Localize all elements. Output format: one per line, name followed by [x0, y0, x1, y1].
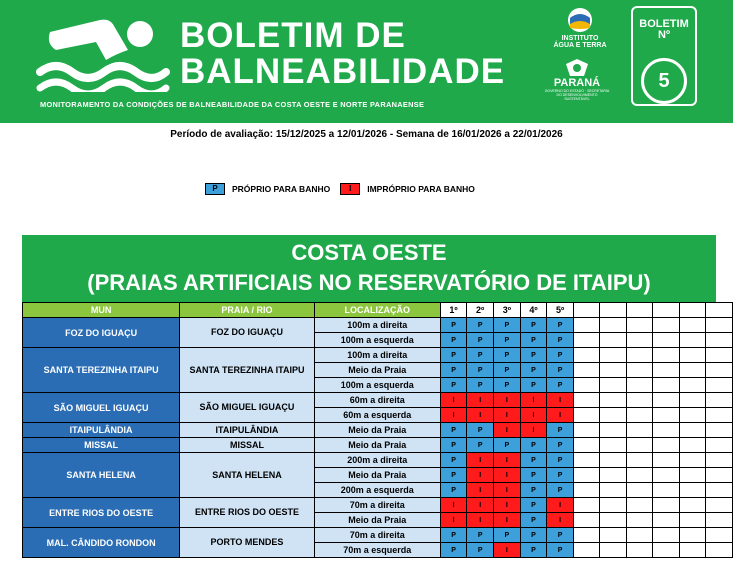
status-proprio-cell: P [440, 528, 467, 543]
status-empty-cell [706, 393, 733, 408]
section-title: COSTA OESTE [291, 240, 447, 265]
status-empty-cell [626, 393, 652, 408]
status-empty-cell [706, 408, 733, 423]
legend-proprio-swatch: P [205, 183, 225, 195]
status-empty-cell [653, 348, 679, 363]
beach-cell: SANTA TEREZINHA ITAIPU [180, 348, 315, 393]
status-proprio-cell: P [494, 333, 521, 348]
status-empty-cell [679, 333, 705, 348]
status-empty-cell [573, 363, 599, 378]
location-cell: Meio da Praia [314, 468, 440, 483]
status-empty-cell [626, 423, 652, 438]
location-cell: 70m a esquerda [314, 543, 440, 558]
status-proprio-cell: P [467, 318, 494, 333]
status-empty-cell [679, 528, 705, 543]
status-empty-cell [600, 438, 626, 453]
org-name-line-1: INSTITUTO [561, 35, 599, 42]
status-proprio-cell: P [467, 528, 494, 543]
status-empty-cell [679, 468, 705, 483]
title-line-1: BOLETIM DE [180, 16, 406, 55]
status-proprio-cell: P [520, 498, 547, 513]
status-proprio-cell: P [520, 528, 547, 543]
legend-proprio-label: PRÓPRIO PARA BANHO [232, 184, 331, 194]
status-proprio-cell: P [520, 363, 547, 378]
status-empty-cell [600, 333, 626, 348]
status-proprio-cell: P [440, 318, 467, 333]
status-empty-cell [653, 318, 679, 333]
status-proprio-cell: P [494, 528, 521, 543]
status-proprio-cell: P [520, 348, 547, 363]
status-proprio-cell: P [520, 513, 547, 528]
table-header-row [23, 303, 733, 318]
status-empty-cell [706, 483, 733, 498]
status-empty-cell [653, 513, 679, 528]
status-empty-cell [573, 453, 599, 468]
status-improprio-cell: I [494, 543, 521, 558]
location-cell: 200m a esquerda [314, 483, 440, 498]
balneability-table [22, 302, 733, 558]
status-empty-cell [706, 498, 733, 513]
swimmer-logo-icon [36, 14, 170, 92]
status-empty-cell [573, 498, 599, 513]
legend [205, 183, 475, 195]
status-empty-cell [600, 513, 626, 528]
status-improprio-cell: I [547, 513, 574, 528]
status-proprio-cell: P [520, 333, 547, 348]
municipality-cell: SANTA HELENA [23, 453, 180, 498]
status-empty-cell [600, 408, 626, 423]
status-improprio-cell: I [494, 453, 521, 468]
header-day-2: 2º [467, 303, 494, 318]
status-improprio-cell: I [547, 498, 574, 513]
status-proprio-cell: P [440, 423, 467, 438]
status-empty-cell [706, 363, 733, 378]
status-proprio-cell: P [440, 438, 467, 453]
status-proprio-cell: P [494, 363, 521, 378]
status-empty-cell [679, 498, 705, 513]
municipality-cell: FOZ DO IGUAÇU [23, 318, 180, 348]
status-proprio-cell: P [467, 333, 494, 348]
status-proprio-cell: P [440, 348, 467, 363]
status-empty-cell [679, 543, 705, 558]
status-empty-cell [679, 318, 705, 333]
status-empty-cell [679, 378, 705, 393]
status-empty-cell [706, 333, 733, 348]
status-proprio-cell: P [440, 333, 467, 348]
status-proprio-cell: P [494, 438, 521, 453]
status-proprio-cell: P [467, 543, 494, 558]
status-improprio-cell: I [547, 393, 574, 408]
state-name: PARANÁ [553, 77, 601, 89]
header-day-1: 1º [440, 303, 467, 318]
status-improprio-cell: I [494, 423, 521, 438]
status-empty-cell [626, 378, 652, 393]
status-empty-cell [653, 498, 679, 513]
table-body [23, 318, 733, 558]
location-cell: 100m a direita [314, 348, 440, 363]
status-improprio-cell: I [520, 393, 547, 408]
status-proprio-cell: P [520, 438, 547, 453]
status-proprio-cell: P [467, 378, 494, 393]
status-empty-cell [600, 453, 626, 468]
status-improprio-cell: I [520, 408, 547, 423]
status-empty-cell [706, 438, 733, 453]
status-empty-cell [600, 363, 626, 378]
table-row [23, 393, 733, 408]
header-day-9 [653, 303, 679, 318]
status-empty-cell [626, 348, 652, 363]
status-empty-cell [626, 363, 652, 378]
status-improprio-cell: I [494, 393, 521, 408]
page-subtitle: MONITORAMENTO DA CONDIÇÕES DE BALNEABILIDADE DA COSTA OESTE E NORTE PARANAENSE [40, 100, 425, 109]
beach-cell: MISSAL [180, 438, 315, 453]
status-empty-cell [653, 543, 679, 558]
status-empty-cell [573, 333, 599, 348]
status-empty-cell [600, 378, 626, 393]
status-empty-cell [653, 423, 679, 438]
status-proprio-cell: P [547, 378, 574, 393]
status-proprio-cell: P [467, 423, 494, 438]
beach-cell: ENTRE RIOS DO OESTE [180, 498, 315, 528]
table-row [23, 423, 733, 438]
header-praia: PRAIA / RIO [180, 303, 315, 318]
header-day-5: 5º [547, 303, 574, 318]
status-improprio-cell: I [520, 423, 547, 438]
status-improprio-cell: I [440, 513, 467, 528]
location-cell: 60m a direita [314, 393, 440, 408]
status-proprio-cell: P [440, 468, 467, 483]
status-empty-cell [679, 408, 705, 423]
status-empty-cell [653, 528, 679, 543]
status-empty-cell [653, 378, 679, 393]
status-empty-cell [653, 453, 679, 468]
status-empty-cell [653, 333, 679, 348]
status-empty-cell [600, 423, 626, 438]
status-proprio-cell: P [520, 378, 547, 393]
status-empty-cell [626, 453, 652, 468]
beach-cell: SANTA HELENA [180, 453, 315, 498]
header-day-7 [600, 303, 626, 318]
status-empty-cell [573, 378, 599, 393]
status-empty-cell [706, 543, 733, 558]
status-empty-cell [626, 318, 652, 333]
municipality-cell: ENTRE RIOS DO OESTE [23, 498, 180, 528]
status-proprio-cell: P [547, 543, 574, 558]
status-proprio-cell: P [467, 348, 494, 363]
status-empty-cell [706, 513, 733, 528]
header-day-10 [679, 303, 705, 318]
status-proprio-cell: P [547, 468, 574, 483]
municipality-cell: SANTA TEREZINHA ITAIPU [23, 348, 180, 393]
status-empty-cell [573, 318, 599, 333]
status-empty-cell [679, 393, 705, 408]
municipality-cell: MAL. CÂNDIDO RONDON [23, 528, 180, 558]
location-cell: 60m a esquerda [314, 408, 440, 423]
status-empty-cell [706, 453, 733, 468]
status-proprio-cell: P [440, 453, 467, 468]
status-empty-cell [626, 498, 652, 513]
status-empty-cell [573, 438, 599, 453]
status-proprio-cell: P [520, 453, 547, 468]
status-empty-cell [573, 393, 599, 408]
status-empty-cell [600, 393, 626, 408]
status-empty-cell [600, 348, 626, 363]
status-empty-cell [679, 513, 705, 528]
location-cell: Meio da Praia [314, 513, 440, 528]
status-empty-cell [706, 318, 733, 333]
status-improprio-cell: I [547, 408, 574, 423]
status-improprio-cell: I [494, 513, 521, 528]
status-proprio-cell: P [494, 348, 521, 363]
table-row [23, 528, 733, 543]
status-improprio-cell: I [494, 498, 521, 513]
beach-cell: PORTO MENDES [180, 528, 315, 558]
status-proprio-cell: P [547, 318, 574, 333]
status-empty-cell [679, 483, 705, 498]
status-empty-cell [653, 468, 679, 483]
status-empty-cell [653, 393, 679, 408]
status-improprio-cell: I [440, 408, 467, 423]
status-empty-cell [679, 453, 705, 468]
table-row [23, 318, 733, 333]
status-improprio-cell: I [467, 408, 494, 423]
status-proprio-cell: P [520, 483, 547, 498]
status-proprio-cell: P [547, 333, 574, 348]
location-cell: Meio da Praia [314, 423, 440, 438]
status-improprio-cell: I [494, 483, 521, 498]
header-mun: MUN [23, 303, 180, 318]
status-proprio-cell: P [494, 318, 521, 333]
status-proprio-cell: P [440, 363, 467, 378]
status-proprio-cell: P [547, 423, 574, 438]
org-name-line-2: ÁGUA E TERRA [553, 42, 607, 49]
state-subtext: GOVERNO DO ESTADO · SECRETARIA DO DESENVOLVIMENTO SUSTENTÁVEL [544, 89, 610, 101]
status-improprio-cell: I [494, 468, 521, 483]
status-proprio-cell: P [547, 483, 574, 498]
status-proprio-cell: P [547, 363, 574, 378]
status-empty-cell [653, 408, 679, 423]
municipality-cell: ITAIPULÂNDIA [23, 423, 180, 438]
status-proprio-cell: P [520, 318, 547, 333]
status-improprio-cell: I [467, 453, 494, 468]
section-subtitle: (PRAIAS ARTIFICIAIS NO RESERVATÓRIO DE ITAIPU) [87, 270, 651, 295]
beach-cell: ITAIPULÂNDIA [180, 423, 315, 438]
status-improprio-cell: I [467, 513, 494, 528]
location-cell: 100m a esquerda [314, 378, 440, 393]
location-cell: 200m a direita [314, 453, 440, 468]
status-improprio-cell: I [467, 468, 494, 483]
status-empty-cell [706, 348, 733, 363]
status-empty-cell [573, 483, 599, 498]
table-row [23, 453, 733, 468]
table-row [23, 438, 733, 453]
legend-improprio-label: IMPRÓPRIO PARA BANHO [367, 184, 475, 194]
status-empty-cell [600, 543, 626, 558]
status-proprio-cell: P [520, 543, 547, 558]
status-empty-cell [600, 468, 626, 483]
location-cell: Meio da Praia [314, 438, 440, 453]
bulletin-label [631, 19, 697, 41]
status-empty-cell [626, 438, 652, 453]
status-empty-cell [679, 438, 705, 453]
location-cell: 100m a direita [314, 318, 440, 333]
status-empty-cell [573, 543, 599, 558]
status-proprio-cell: P [547, 438, 574, 453]
status-empty-cell [573, 528, 599, 543]
table-row [23, 498, 733, 513]
status-empty-cell [573, 468, 599, 483]
status-proprio-cell: P [494, 378, 521, 393]
header-day-3: 3º [494, 303, 521, 318]
status-empty-cell [706, 423, 733, 438]
page-title [180, 18, 505, 90]
status-empty-cell [626, 333, 652, 348]
status-proprio-cell: P [467, 438, 494, 453]
header-day-8 [626, 303, 652, 318]
status-empty-cell [573, 348, 599, 363]
location-cell: Meio da Praia [314, 363, 440, 378]
location-cell: 70m a direita [314, 528, 440, 543]
status-empty-cell [679, 363, 705, 378]
legend-improprio-swatch: I [340, 183, 360, 195]
header-day-6 [573, 303, 599, 318]
status-proprio-cell: P [440, 483, 467, 498]
status-empty-cell [573, 408, 599, 423]
evaluation-period: Período de avaliação: 15/12/2025 a 12/01/2026 - Semana de 16/01/2026 a 22/01/2026 [170, 129, 563, 140]
status-improprio-cell: I [467, 483, 494, 498]
status-empty-cell [626, 468, 652, 483]
bulletin-label-line-1: BOLETIM [639, 18, 689, 30]
status-improprio-cell: I [440, 498, 467, 513]
beach-cell: FOZ DO IGUAÇU [180, 318, 315, 348]
status-empty-cell [679, 348, 705, 363]
municipality-cell: MISSAL [23, 438, 180, 453]
status-improprio-cell: I [494, 408, 521, 423]
status-empty-cell [600, 528, 626, 543]
status-empty-cell [573, 423, 599, 438]
status-proprio-cell: P [440, 378, 467, 393]
status-empty-cell [600, 483, 626, 498]
status-empty-cell [600, 498, 626, 513]
status-empty-cell [600, 318, 626, 333]
location-cell: 70m a direita [314, 498, 440, 513]
status-empty-cell [626, 408, 652, 423]
table-row [23, 348, 733, 363]
status-improprio-cell: I [440, 393, 467, 408]
status-empty-cell [706, 468, 733, 483]
location-cell: 100m a esquerda [314, 333, 440, 348]
beach-cell: SÃO MIGUEL IGUAÇU [180, 393, 315, 423]
title-line-2: BALNEABILIDADE [180, 52, 506, 91]
status-empty-cell [653, 438, 679, 453]
parana-state-logo-icon [562, 58, 592, 78]
status-proprio-cell: P [520, 468, 547, 483]
header-localizacao: LOCALIZAÇÃO [314, 303, 440, 318]
status-empty-cell [679, 423, 705, 438]
status-empty-cell [573, 513, 599, 528]
status-empty-cell [653, 483, 679, 498]
status-proprio-cell: P [547, 348, 574, 363]
header-day-11 [706, 303, 733, 318]
header-day-4: 4º [520, 303, 547, 318]
status-empty-cell [626, 543, 652, 558]
status-empty-cell [706, 528, 733, 543]
status-proprio-cell: P [440, 543, 467, 558]
status-empty-cell [706, 378, 733, 393]
status-improprio-cell: I [467, 498, 494, 513]
status-empty-cell [653, 363, 679, 378]
status-improprio-cell: I [467, 393, 494, 408]
status-empty-cell [626, 528, 652, 543]
bulletin-label-line-2: Nº [658, 29, 670, 41]
status-empty-cell [626, 513, 652, 528]
status-proprio-cell: P [547, 453, 574, 468]
bulletin-number: 5 [641, 58, 687, 104]
status-proprio-cell: P [547, 528, 574, 543]
org-name [546, 35, 614, 49]
status-proprio-cell: P [467, 363, 494, 378]
status-empty-cell [626, 483, 652, 498]
municipality-cell: SÃO MIGUEL IGUAÇU [23, 393, 180, 423]
